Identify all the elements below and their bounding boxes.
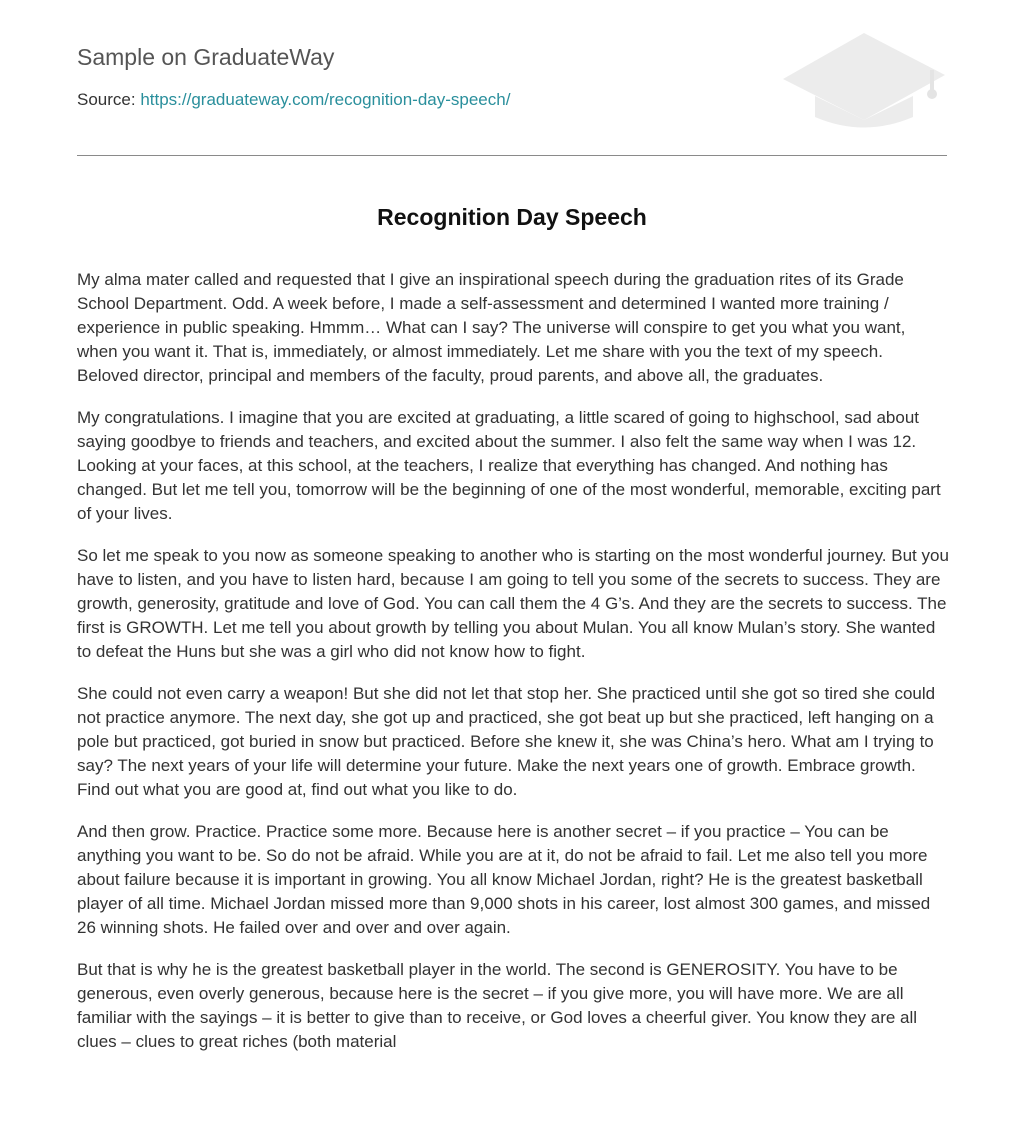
paragraph-3: So let me speak to you now as someone speaking to another who is starting on the most wonderful journey. But you have to listen, and you have to listen hard, because I am going to tell you some of the secrets to success. They are growth, generosity, gratitude and love of God. You can call them the 4 G’s. And they are the secrets to success. The first is GROWTH. Let me tell you about growth by telling you about Mulan. You all know Mulan’s story. She wanted to defeat the Huns but she was a girl who did not know how to fight. [77,546,949,661]
article-body [77,268,949,1072]
paragraph-1: My alma mater called and requested that I give an inspirational speech during the graduation rites of its Grade School Department. Odd. A week before, I made a self-assessment and determined I wanted more training / experience in public speaking. Hmmm… What can I say? The universe will conspire to get you what you want, when you want it. That is, immediately, or almost immediately. Let me share with you the text of my speech. Beloved director, principal and members of the faculty, proud parents, and above all, the graduates. [77,270,906,385]
graduation-cap-icon [781,30,947,134]
paragraph-2: My congratulations. I imagine that you are excited at graduating, a little scared of going to highschool, sad about saying goodbye to friends and teachers, and excited about the summer. I also felt the same way when I was 12. Looking at your faces, at this school, at the teachers, I realize that everything has changed. And nothing has changed. But let me tell you, tomorrow will be the beginning of one of the most wonderful, memorable, exciting part of your lives. [77,408,941,523]
source-label: Source: [77,90,136,109]
paragraph-6: But that is why he is the greatest basketball player in the world. The second is GENEROSITY. You have to be generous, even overly generous, because here is the secret – if you give more, you will have more. We are all familiar with the sayings – it is better to give than to receive, or God loves a cheerful giver. You know they are all clues – clues to great riches (both material [77,960,918,1051]
source-link[interactable]: https://graduateway.com/recognition-day-speech/ [140,90,511,109]
page-header [77,0,947,156]
paragraph-5: And then grow. Practice. Practice some more. Because here is another secret – if you practice – You can be anything you want to be. So do not be afraid. While you are at it, do not be afraid to fail. Let me also tell you more about failure because it is important in growing. You all know Michael Jordan, right? He is the greatest basketball player of all time. Michael Jordan missed more than 9,000 shots in his career, lost almost 300 games, and missed 26 winning shots. He failed over and over and over again. [77,822,931,937]
document-title: Recognition Day Speech [377,204,647,230]
site-title: Sample on GraduateWay [77,44,335,70]
paragraph-4: She could not even carry a weapon! But she did not let that stop her. She practiced until she got so tired she could not practice anymore. The next day, she got up and practiced, she got beat up but she practiced, left hanging on a pole but practiced, got buried in snow but practiced. Before she knew it, she was China’s hero. What am I trying to say? The next years of your life will determine your future. Make the next years one of growth. Embrace growth. Find out what you are good at, find out what you like to do. [77,684,936,799]
source-line [77,90,510,110]
header-divider [77,155,947,156]
